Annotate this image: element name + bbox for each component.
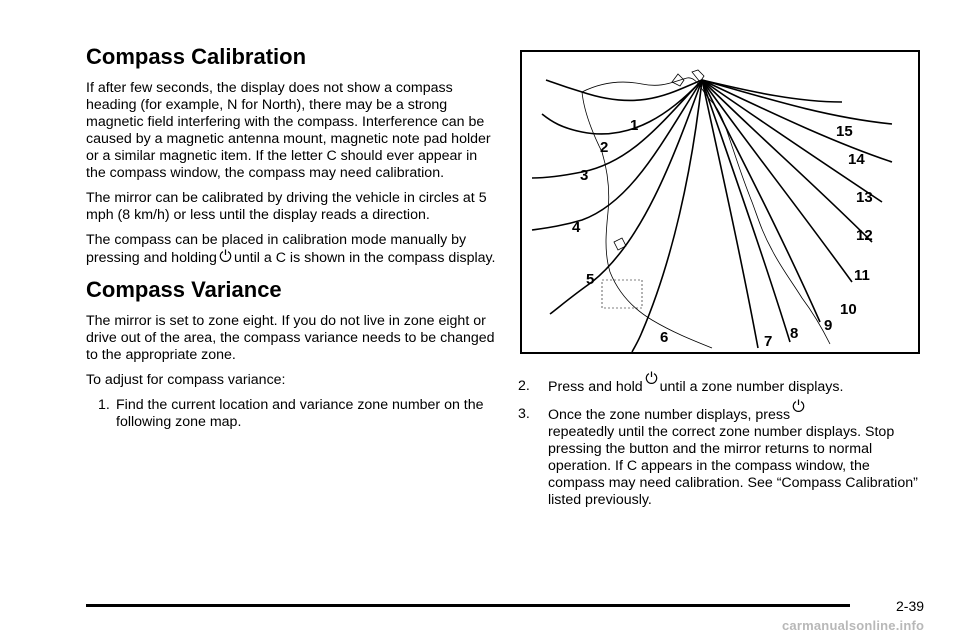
step-number: 1. [98, 397, 110, 413]
zone-label-7: 7 [764, 333, 773, 350]
step-number: 3. [518, 406, 530, 422]
zone-label-11: 11 [854, 267, 870, 284]
page-number: 2-39 [896, 598, 925, 614]
calibration-paragraph-3-end: until a C is shown in the compass display. [233, 250, 496, 266]
zone-label-8: 8 [790, 325, 799, 342]
zone-label-4: 4 [572, 219, 581, 236]
variance-paragraph-1: The mirror is set to zone eight. If you do not live in zone eight or drive out of the area, the compass variance needs to be changed to the appropriate zone. [86, 313, 495, 363]
zone-label-12: 12 [856, 227, 873, 244]
section-title-calibration: Compass Calibration [86, 44, 307, 69]
variance-step-1 [86, 397, 496, 431]
section-title-variance: Compass Variance [86, 277, 282, 302]
zone-label-13: 13 [856, 189, 873, 206]
calibration-paragraph-3 [86, 232, 496, 267]
footer-rule [86, 604, 850, 607]
zone-label-10: 10 [840, 301, 857, 318]
zone-label-6: 6 [660, 329, 669, 346]
zone-map-graphic [522, 52, 918, 352]
right-column [520, 50, 920, 519]
variance-paragraph-2: To adjust for compass variance: [86, 372, 286, 388]
variance-step-2 [518, 378, 920, 396]
calibration-paragraph-3-start: The compass can be placed in calibration mode manually by pressing and holding [86, 232, 467, 266]
calibration-paragraph-1: If after few seconds, the display does not show a compass heading (for example, N for North), there may be a strong magnetic field interfering with the compass. Interference can be caused by a magnetic antenna mount, magnetic note pad holder or a similar magnetic item. If the letter C should ever appear in the compass window, the compass may need calibration. [86, 80, 491, 181]
power-button-icon [792, 399, 805, 413]
step-text: Find the current location and variance zone number on the following zone map. [116, 397, 484, 430]
calibration-paragraph-2: The mirror can be calibrated by driving the vehicle in circles at 5 mph (8 km/h) or less until the display reads a direction. [86, 190, 487, 223]
zone-label-3: 3 [580, 167, 589, 184]
step-text-end: until a zone number displays. [659, 379, 844, 395]
zone-label-5: 5 [586, 271, 595, 288]
power-button-icon [645, 371, 658, 385]
step-text-end: repeatedly until the correct zone number displays. Stop pressing the button and the mirror returns to normal operation. If C appears in the compass window, the compass may need calibration. See “Compass Calibration” listed previously. [548, 424, 918, 508]
power-button-icon [219, 249, 232, 263]
left-column [86, 44, 496, 441]
step-text-start: Once the zone number displays, press [548, 407, 791, 423]
variance-steps-right [520, 378, 920, 509]
step-text-start: Press and hold [548, 379, 643, 395]
variance-steps-left [86, 397, 496, 431]
zone-map [520, 50, 920, 354]
zone-label-15: 15 [836, 123, 853, 140]
step-number: 2. [518, 378, 530, 394]
zone-label-2: 2 [600, 139, 609, 156]
zone-label-1: 1 [630, 117, 639, 134]
zone-label-14: 14 [848, 151, 865, 168]
watermark: carmanualsonline.info [782, 618, 925, 633]
variance-step-3 [518, 406, 920, 509]
zone-label-9: 9 [824, 317, 833, 334]
